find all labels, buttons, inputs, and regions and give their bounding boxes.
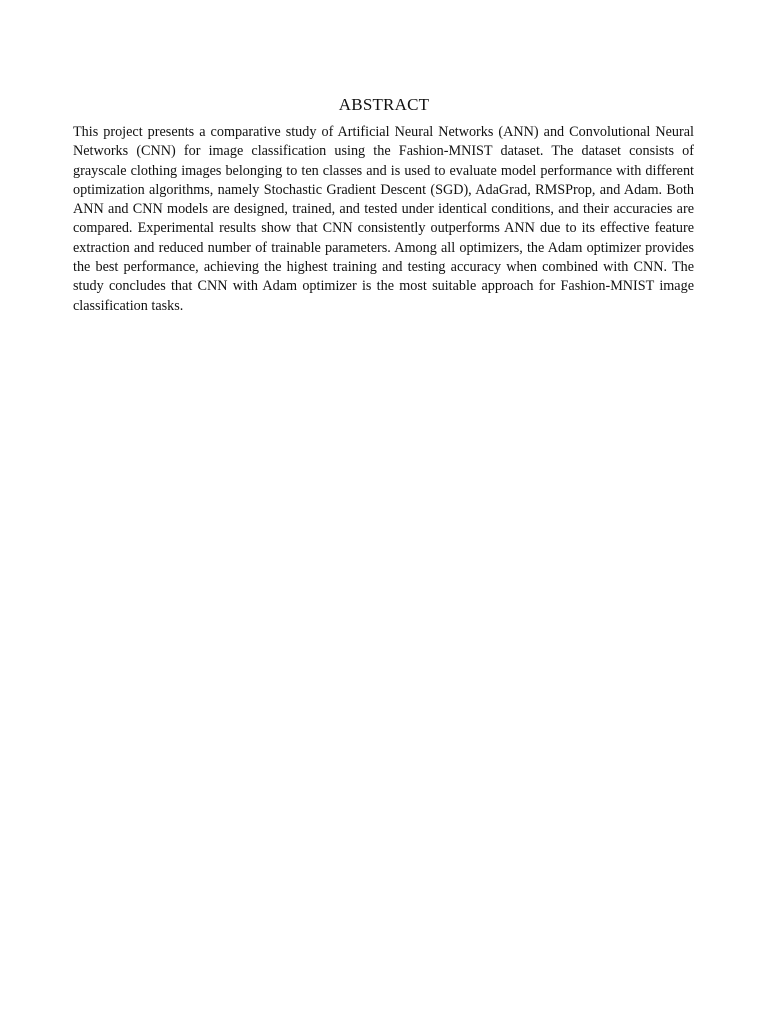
abstract-body-text: This project presents a comparative study of Artificial Neural Networks (ANN) and Convolutional Neural Networks (CNN) for image classification using the Fashion-MNIST dataset. The dataset consists of grayscale clothing images belonging to ten classes and is used to evaluate model performance with different optimization algorithms, namely Stochastic Gradient Descent (SGD), AdaGrad, RMSProp, and Adam. Both ANN and CNN models are designed, trained, and tested under identical conditions, and their accuracies are compared. Experimental results show that CNN consistently outperforms ANN due to its effective feature extraction and reduced number of trainable parameters. Among all optimizers, the Adam optimizer provides the best performance, achieving the highest training and testing accuracy when combined with CNN. The study concludes that CNN with Adam optimizer is the most suitable approach for Fashion-MNIST image classification tasks. <box>73 124 694 314</box>
abstract-heading: ABSTRACT <box>338 95 430 114</box>
